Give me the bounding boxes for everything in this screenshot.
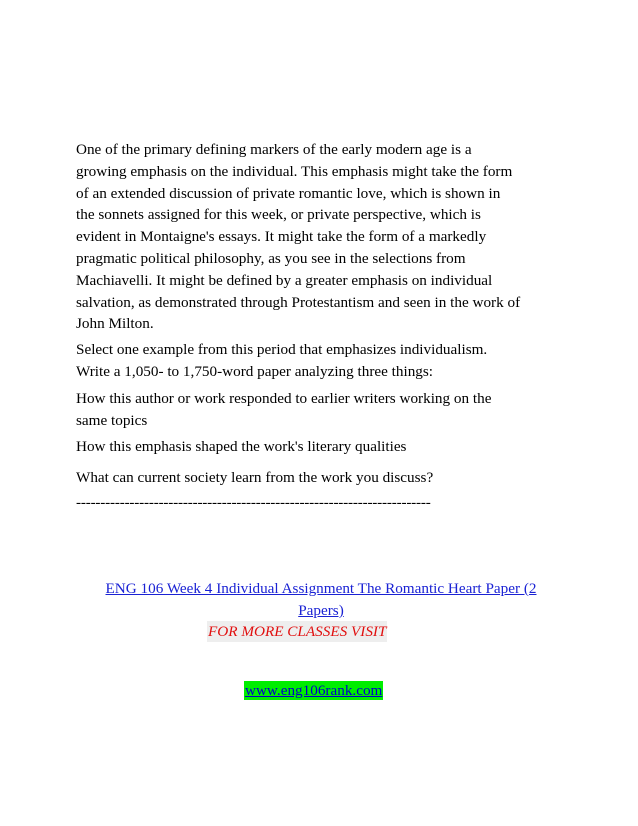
intro-line: growing emphasis on the individual. This emphasis might take the form: [76, 162, 513, 180]
task-paragraph: [76, 339, 576, 383]
question-1-line: same topics: [76, 411, 148, 429]
more-classes-text: FOR MORE CLASSES VISIT: [208, 623, 387, 640]
intro-line: pragmatic political philosophy, as you see in the selections from: [76, 249, 466, 267]
intro-line: evident in Montaigne's essays. It might take the form of a markedly: [76, 228, 487, 246]
course-title-line: ENG 106 Week 4 Individual Assignment The Romantic Heart Paper (2: [105, 580, 537, 597]
task-line: Write a 1,050- to 1,750-word paper analyzing three things:: [76, 362, 434, 380]
intro-line: John Milton.: [76, 315, 154, 333]
intro-line: the sonnets assigned for this week, or private perspective, which is: [76, 206, 481, 224]
course-title-block: [66, 578, 576, 622]
intro-line: Machiavelli. It might be defined by a greater emphasis on individual: [76, 271, 493, 289]
intro-line: One of the primary defining markers of the early modern age is a: [76, 141, 472, 158]
task-line: Select one example from this period that emphasizes individualism.: [76, 341, 488, 359]
intro-paragraph: [76, 139, 576, 335]
question-1: [76, 388, 576, 432]
question-1-line: How this author or work responded to earlier writers working on the: [76, 389, 492, 407]
course-title-link[interactable]: [66, 578, 576, 622]
intro-line: of an extended discussion of private romantic love, which is shown in: [76, 184, 501, 202]
question-2: How this emphasis shaped the work's literary qualities: [76, 438, 407, 456]
question-3: What can current society learn from the work you discuss?: [76, 469, 434, 487]
assignment-body: [76, 139, 576, 514]
intro-line: salvation, as demonstrated through Protestantism and seen in the work of: [76, 293, 521, 311]
website-link[interactable]: www.eng106rank.com: [245, 682, 383, 699]
divider-line: -------------------------------------------------------------------------: [76, 493, 431, 511]
course-title-line: Papers): [298, 601, 344, 619]
